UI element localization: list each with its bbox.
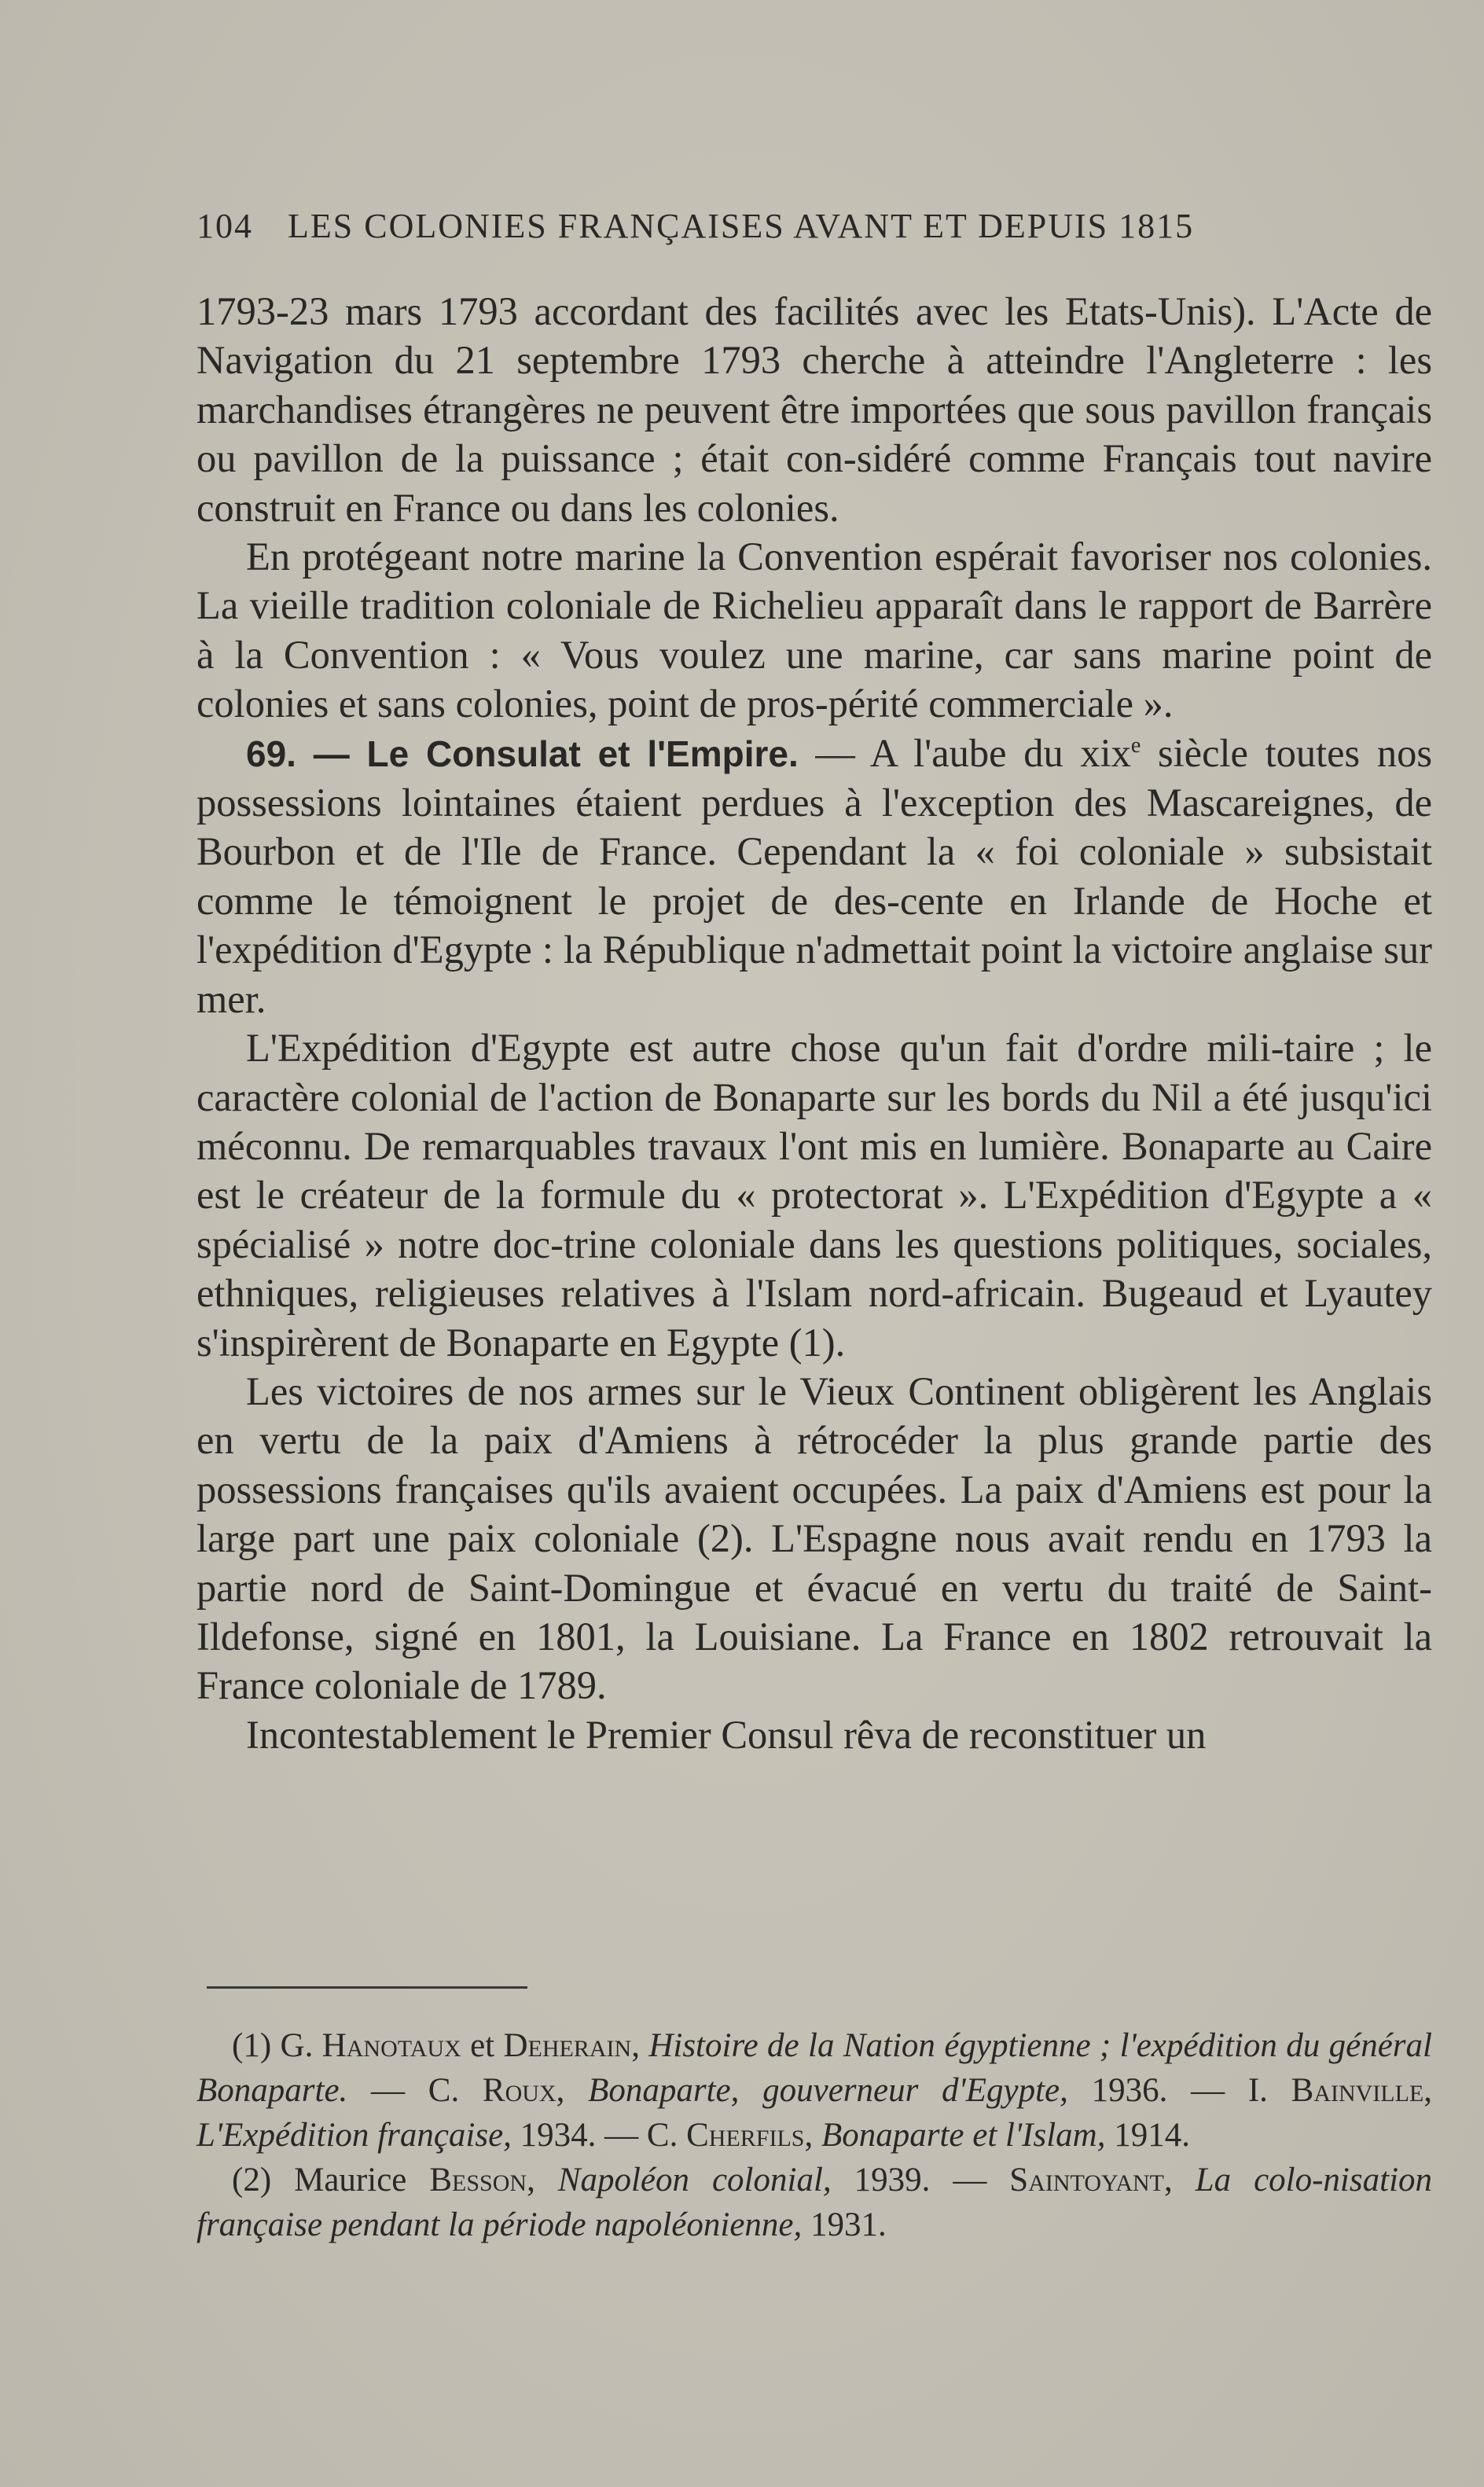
footnote-work-title: La colo-nisation française pendant la période napoléonienne,: [197, 2162, 1433, 2243]
footnote-text: 1934. —: [511, 2117, 647, 2154]
paragraph-2: En protégeant notre marine la Convention espérait favoriser nos colonies. La vieille tradition coloniale de Richelieu apparaît dans le rapport de Barrère à la Convention : « Vous voulez une marine, car sans marine point de colonies et sans colonies, point de pros-périté commerciale ».: [197, 535, 1432, 726]
footnote-text: ,: [804, 2117, 821, 2154]
paragraph-3-text-b: siècle toutes nos possessions lointaines étaient perdues à l'exception des Mascareignes, de Bourbon et de l'Ile de France. Cependant la « foi coloniale » subsistait comme le témoignent le projet de des-cente en Irlande de Hoche et l'expédition d'Egypte : la République n'admettait point la victoire anglaise sur mer.: [197, 730, 1433, 1021]
body-text: [197, 287, 1432, 1759]
footnote-work-title: Napoléon colonial,: [557, 2162, 832, 2199]
footnote-work-title: Histoire de la Nation égyptienne ; l'expédition du général Bonaparte.: [197, 2027, 1432, 2109]
footnote-author: G. Hanotaux: [280, 2027, 461, 2064]
footnote-2: [197, 2158, 1432, 2247]
footnote-text: et: [461, 2027, 504, 2064]
footnote-number: (1): [232, 2027, 281, 2064]
paragraph-3-text-a: — A l'aube du xix: [798, 730, 1131, 775]
footnote-text: ,: [1163, 2162, 1196, 2199]
footnote-author: Deherain: [503, 2027, 632, 2064]
footnote-1: [197, 2023, 1432, 2158]
footnote-author: C. Roux: [428, 2072, 556, 2109]
footnote-author: Saintoyant: [1009, 2162, 1164, 2199]
footnote-work-title: Bonaparte et l'Islam,: [821, 2117, 1106, 2154]
footnote-text: 1914.: [1105, 2117, 1190, 2154]
footnote-text: 1936. —: [1067, 2072, 1248, 2109]
footnote-text: ,: [631, 2027, 649, 2064]
paragraph-1: 1793-23 mars 1793 accordant des facilités avec les Etats-Unis). L'Acte de Navigation du 21 septembre 1793 cherche à atteindre l'Angleterre : les marchandises étrangères ne peuvent être importées que sous pavillon français ou pavillon de la puissance ; était con-sidéré comme Français tout navire construit en France ou dans les colonies.: [197, 289, 1432, 530]
paragraph-3: [197, 729, 1432, 1023]
running-title: LES COLONIES FRANÇAISES AVANT ET DEPUIS 1815: [288, 207, 1195, 245]
footnote-author: Besson: [429, 2162, 527, 2199]
paragraph-4: L'Expédition d'Egypte est autre chose qu'un fait d'ordre mili-taire ; le caractère colonial de l'action de Bonaparte sur les bords du Nil a été jusqu'ici méconnu. De remarquables travaux l'ont mis en lumière. Bonaparte au Caire est le créateur de la formule du « protectorat ». L'Expédition d'Egypte a « spécialisé » notre doc-trine coloniale dans les questions politiques, sociales, ethniques, religieuses relatives à l'Islam nord-africain. Bugeaud et Lyautey s'inspirèrent de Bonaparte en Egypte (1).: [197, 1026, 1432, 1365]
century-superscript: e: [1130, 733, 1141, 758]
footnote-number: (2): [232, 2162, 295, 2199]
footnote-rule: [207, 1986, 527, 1989]
section-heading: 69. — Le Consulat et l'Empire.: [246, 733, 799, 774]
footnote-text: ,: [556, 2072, 589, 2109]
paragraph-5: Les victoires de nos armes sur le Vieux Continent obligèrent les Anglais en vertu de la paix d'Amiens à rétrocéder la plus grande partie des possessions françaises qu'ils avaient occupées. La paix d'Amiens est pour la large part une paix coloniale (2). L'Espagne nous avait rendu en 1793 la partie nord de Saint-Domingue et évacué en vertu du traité de Saint-Ildefonse, signé en 1801, la Louisiane. La France en 1802 retrouvait la France coloniale de 1789.: [197, 1368, 1432, 1708]
footnote-text: ,: [1423, 2072, 1433, 2109]
footnotes: [197, 2023, 1432, 2247]
running-header: [197, 206, 1336, 246]
footnote-text: —: [347, 2072, 428, 2109]
footnote-text: ,: [527, 2162, 558, 2199]
footnote-text: 1931.: [802, 2206, 887, 2243]
footnote-text: 1939. —: [831, 2162, 1010, 2199]
page-number: 104: [197, 207, 253, 245]
footnote-work-title: L'Expédition française,: [197, 2117, 512, 2154]
footnote-work-title: Bonaparte, gouverneur d'Egypte,: [588, 2072, 1068, 2109]
footnote-author: C. Cherfils: [646, 2117, 805, 2154]
paragraph-6: Incontestablement le Premier Consul rêva de reconstituer un: [246, 1712, 1207, 1757]
footnote-text: Maurice: [294, 2162, 430, 2199]
footnote-author: I. Bainville: [1247, 2072, 1424, 2109]
